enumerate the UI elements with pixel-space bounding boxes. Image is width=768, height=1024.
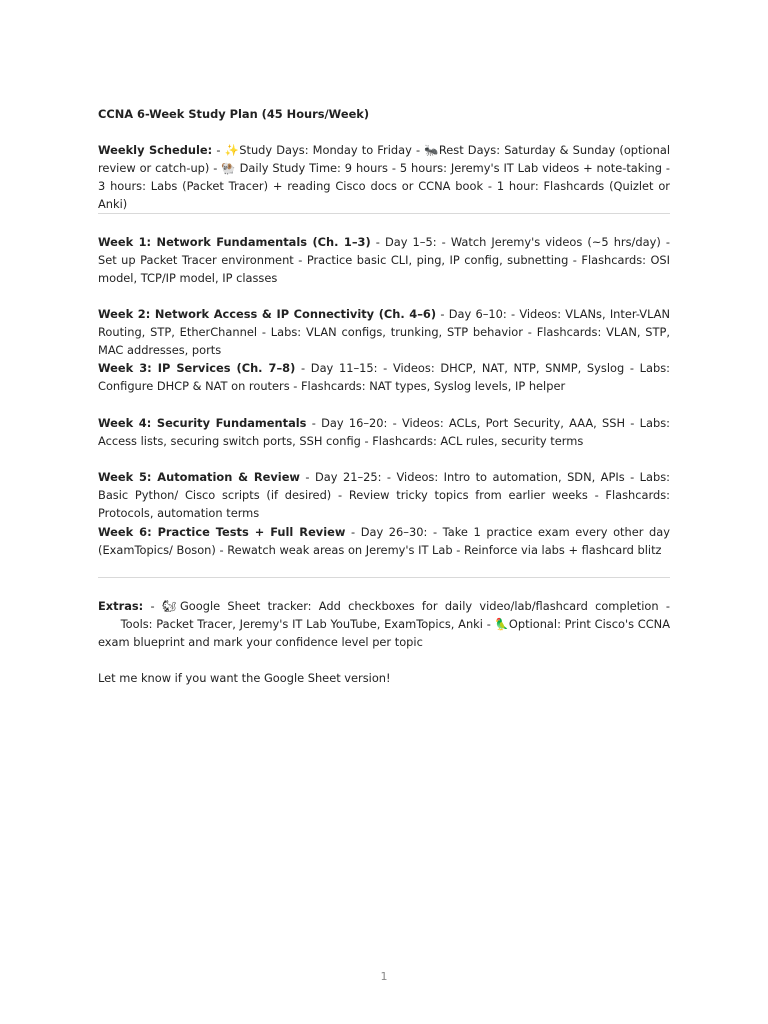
week-6-paragraph [98, 523, 670, 559]
week-3-paragraph [98, 359, 670, 395]
ram-icon: 🐏 [221, 161, 236, 175]
week-4-heading: Week 4: Security Fundamentals [98, 416, 307, 430]
week-6-heading: Week 6: Practice Tests + Full Review [98, 525, 346, 539]
week-1-text: - Day 1–5: - Watch Jeremy's videos (~5 hrs/day) - Set up Packet Tracer environment - Practice basic CLI, ping, IP config, subnetting - Flashcards: OSI model, TCP/IP model, IP classes [98, 235, 670, 285]
week-5-heading: Week 5: Automation & Review [98, 470, 300, 484]
rest-days-text: Rest Days: Saturday & Sunday (optional review or catch-up) - [98, 143, 670, 175]
week-1-heading: Week 1: Network Fundamentals (Ch. 1–3) [98, 235, 371, 249]
week-2-text: - Day 6–10: - Videos: VLANs, Inter-VLAN Routing, STP, EtherChannel - Labs: VLAN configs, trunking, STP behavior - Flashcards: VLAN, STP, MAC addresses, ports [98, 307, 670, 357]
week-2-paragraph [98, 305, 670, 359]
weekly-schedule-label: Weekly Schedule: [98, 143, 213, 157]
tools-gap [98, 617, 121, 631]
chipmunk-icon: 🐿 [161, 599, 180, 613]
week-6-text: - Day 26–30: - Take 1 practice exam every other day (ExamTopics/ Boson) - Rewatch weak areas on Jeremy's IT Lab - Reinforce via labs + flashcard blitz [98, 525, 670, 557]
week-2-heading: Week 2: Network Access & IP Connectivity (Ch. 4–6) [98, 307, 437, 321]
week-3-text: - Day 11–15: - Videos: DHCP, NAT, NTP, SNMP, Syslog - Labs: Configure DHCP & NAT on routers - Flashcards: NAT types, Syslog levels, IP helper [98, 361, 671, 393]
daily-study-time-text: Daily Study Time: 9 hours - 5 hours: Jeremy's IT Lab videos + note-taking - 3 hours: Labs (Packet Tracer) + reading Cisco docs or CCNA book - 1 hour: Flashcards (Quizlet or Anki) [98, 161, 670, 211]
week-1-paragraph [98, 233, 670, 287]
week-5-paragraph [98, 468, 670, 522]
page-number: 1 [380, 970, 388, 983]
google-sheet-tracker-text: Google Sheet tracker: Add checkboxes for daily video/lab/flashcard completion - [179, 599, 670, 613]
extras-separator: - [143, 599, 162, 613]
closing-line: Let me know if you want the Google Sheet version! [98, 671, 391, 685]
weekly-schedule-paragraph [98, 141, 670, 213]
week-3-heading: Week 3: IP Services (Ch. 7–8) [98, 361, 296, 375]
ant-icon: 🐜 [424, 143, 439, 157]
divider-top [98, 213, 670, 214]
parrot-icon: 🦜 [494, 617, 509, 631]
week-5-text: - Day 21–25: - Videos: Intro to automation, SDN, APIs - Labs: Basic Python/ Cisco scripts (if desired) - Review tricky topics from earlier weeks - Flashcards: Protocols, automation terms [98, 470, 671, 520]
study-days-text: Study Days: Monday to Friday - [239, 143, 425, 157]
week-4-text: - Day 16–20: - Videos: ACLs, Port Security, AAA, SSH - Labs: Access lists, securing switch ports, SSH config - Flashcards: ACL rules, security terms [98, 416, 670, 448]
sparkles-icon: ✨ [224, 143, 240, 157]
weekly-schedule-separator: - [212, 143, 225, 157]
extras-paragraph [98, 597, 670, 651]
tools-text: Tools: Packet Tracer, Jeremy's IT Lab YouTube, ExamTopics, Anki - [120, 617, 495, 631]
divider-bottom [98, 577, 670, 578]
optional-text: Optional: Print Cisco's CCNA exam blueprint and mark your confidence level per topic [98, 617, 670, 649]
page-title: CCNA 6-Week Study Plan (45 Hours/Week) [98, 107, 370, 121]
extras-label: Extras: [98, 599, 144, 613]
week-4-paragraph [98, 414, 670, 450]
